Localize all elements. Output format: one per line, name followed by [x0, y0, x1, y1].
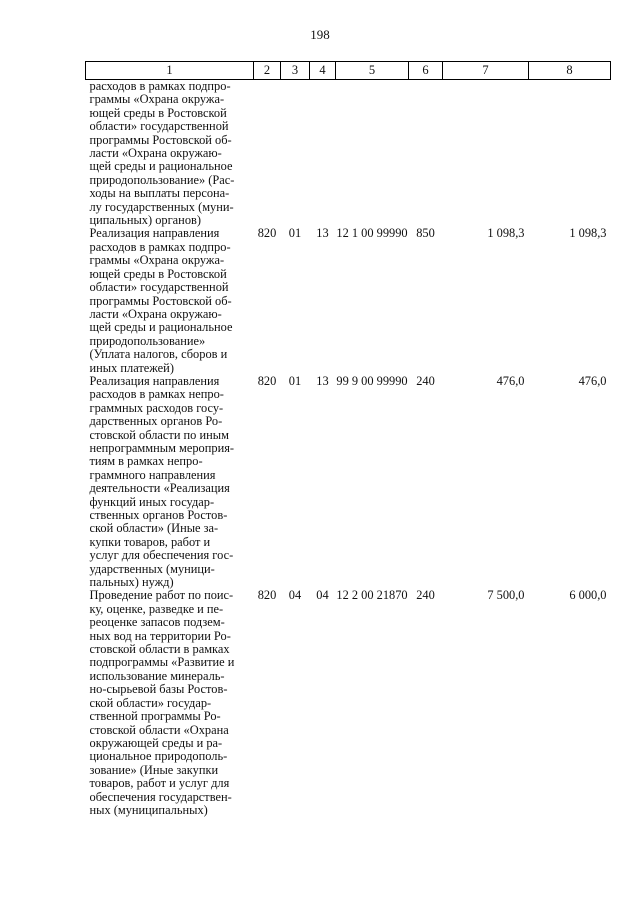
description-line: ласти «Охрана окружаю-: [89, 306, 222, 321]
ministry-code: [254, 80, 281, 228]
description-line: граммы «Охрана окружа-: [89, 253, 225, 268]
column-header: 5: [336, 62, 409, 80]
description-line: услуг для обеспечения гос-: [89, 548, 234, 563]
subsection-code: 04: [316, 588, 329, 603]
amount-year-2: 6 000,0: [569, 588, 607, 603]
column-header: 4: [310, 62, 336, 80]
description-line: купки товаров, работ и: [89, 534, 211, 549]
section-code: 04: [288, 588, 302, 603]
ministry-code: 820: [257, 373, 277, 388]
description-line: пальных) нужд): [89, 575, 174, 590]
amount-year-2: 476,0: [578, 373, 607, 388]
description-line: стовской области «Охрана: [89, 722, 229, 737]
description-line: области» государственной: [89, 280, 229, 295]
description-line: ципальных) органов): [89, 213, 201, 228]
description-line: граммы «Охрана окружа-: [89, 92, 225, 107]
description-line: Проведение работ по поис-: [89, 588, 234, 603]
description-line: подпрограммы «Развитие и: [89, 655, 235, 670]
description-line: расходов в рамках непро-: [89, 387, 224, 402]
column-header: 1: [86, 62, 254, 80]
expense-type-code: 240: [416, 373, 435, 388]
description-line: ской области» государ-: [89, 695, 212, 710]
ministry-code: 820: [257, 588, 277, 603]
target-article-code: 99 9 00 99990: [336, 373, 408, 388]
description-line: граммного направления: [89, 467, 216, 482]
column-header: 7: [443, 62, 529, 80]
description-line: щей среды и рациональное: [89, 159, 233, 174]
amount-year-1: 1 098,3: [487, 226, 525, 241]
budget-table: [85, 61, 611, 817]
description-line: циональное природополь-: [89, 749, 228, 764]
description-line: ской области» (Иные за-: [89, 521, 219, 536]
description-line: ку, оценке, разведке и пе-: [89, 601, 224, 616]
description-line: но-сырьевой базы Ростов-: [89, 682, 228, 697]
row-description: [86, 589, 254, 817]
description-line: непрограммным мероприя-: [89, 440, 235, 455]
description-line: ственной программы Ро-: [89, 709, 221, 724]
description-line: программы Ростовской об-: [89, 293, 232, 308]
section-code: 01: [288, 373, 302, 388]
subsection-code: 13: [316, 373, 329, 388]
description-line: иных платежей): [89, 360, 174, 375]
column-header: 3: [281, 62, 310, 80]
target-article-code: [336, 80, 409, 228]
target-article-code: 12 2 00 21870: [336, 588, 408, 603]
expense-type-code: [409, 80, 443, 228]
description-line: Реализация направления: [89, 373, 220, 388]
description-line: граммных расходов госу-: [89, 400, 224, 415]
description-line: обеспечения государствен-: [89, 789, 232, 804]
description-line: ласти «Охрана окружаю-: [89, 146, 222, 161]
description-line: расходов в рамках подпро-: [89, 79, 231, 93]
target-article-code: 12 1 00 99990: [336, 226, 408, 241]
table-row: [86, 227, 611, 374]
expense-type-code: 850: [416, 226, 435, 241]
description-line: функций иных государ-: [89, 494, 215, 509]
page-number: 198: [310, 27, 330, 42]
description-line: товаров, работ и услуг для: [89, 776, 230, 791]
column-header: 8: [529, 62, 611, 80]
description-line: стовской области в рамках: [89, 642, 230, 657]
column-header: 2: [254, 62, 281, 80]
description-line: ударственных (муници-: [89, 561, 215, 576]
section-code: 01: [288, 226, 302, 241]
table-row: [86, 589, 611, 817]
table-row: [86, 375, 611, 590]
description-line: природопользование» (Рас-: [89, 172, 235, 187]
description-line: реоценке запасов подзем-: [89, 615, 225, 630]
description-line: Реализация направления: [89, 226, 220, 241]
description-line: окружающей среды и ра-: [89, 735, 223, 750]
expense-type-code: 240: [416, 588, 435, 603]
row-description: [86, 375, 254, 590]
table-row: [86, 80, 611, 228]
description-line: ходы на выплаты персона-: [89, 186, 230, 201]
description-line: ных (муниципальных): [89, 802, 208, 817]
amount-year-1: [443, 80, 529, 228]
section-code: [281, 80, 310, 228]
description-line: ющей среды в Ростовской: [89, 266, 227, 281]
ministry-code: 820: [257, 226, 277, 241]
row-description: [86, 80, 254, 228]
amount-year-2: [529, 80, 611, 228]
description-line: использование минераль-: [89, 668, 225, 683]
description-line: щей среды и рациональное: [89, 320, 233, 335]
column-header: 6: [409, 62, 443, 80]
description-line: лу государственных (муни-: [89, 199, 234, 214]
description-line: деятельности «Реализация: [89, 481, 230, 496]
subsection-code: [310, 80, 336, 228]
description-line: области» государственной: [89, 119, 229, 134]
description-line: дарственных органов Ро-: [89, 414, 223, 429]
description-line: зование» (Иные закупки: [89, 762, 219, 777]
description-line: (Уплата налогов, сборов и: [89, 347, 228, 362]
description-line: ющей среды в Ростовской: [89, 105, 227, 120]
amount-year-1: 476,0: [496, 373, 525, 388]
description-line: стовской области по иным: [89, 427, 229, 442]
description-line: ных вод на территории Ро-: [89, 628, 231, 643]
description-line: тиям в рамках непро-: [89, 454, 203, 469]
subsection-code: 13: [316, 226, 329, 241]
amount-year-2: 1 098,3: [569, 226, 607, 241]
row-description: [86, 227, 254, 374]
description-line: расходов в рамках подпро-: [89, 239, 231, 254]
amount-year-1: 7 500,0: [487, 588, 525, 603]
description-line: природопользование»: [89, 333, 206, 348]
description-line: программы Ростовской об-: [89, 132, 232, 147]
header-row: [86, 62, 611, 80]
description-line: ственных органов Ростов-: [89, 508, 228, 522]
